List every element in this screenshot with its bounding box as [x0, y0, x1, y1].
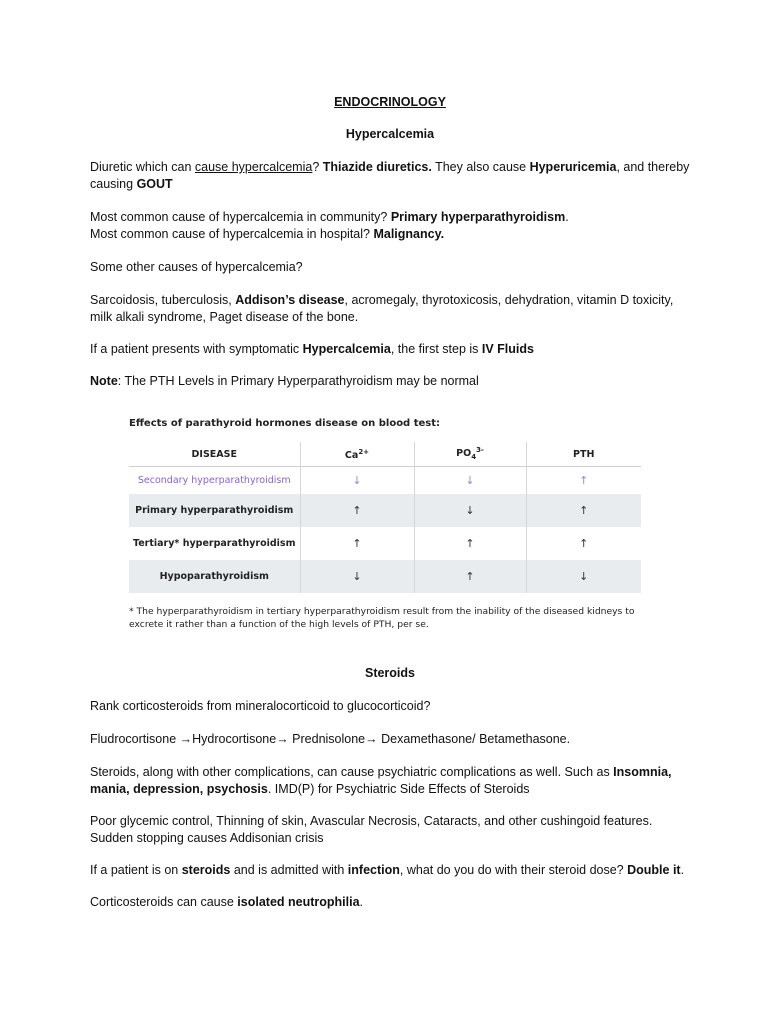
paragraph-other-causes-question: Some other causes of hypercalcemia? [90, 260, 303, 274]
row-pth-arrow: ↓ [579, 569, 589, 583]
row-po-arrow: ↓ [414, 467, 526, 494]
document-body [90, 94, 690, 390]
paragraph-rank-answer: Fludrocortisone →Hydrocortisone→ Prednisolone→ Dexamethasone/ Betamethasone. [90, 732, 571, 746]
paragraph-other-causes: Sarcoidosis, tuberculosis, Addison’s disease, acromegaly, thyrotoxicosis, dehydration, vitamin D toxicity, milk alkali syndrome, Paget disease of the bone. [90, 293, 674, 324]
paragraph-rank-question: Rank corticosteroids from mineralocorticoid to glucocorticoid? [90, 699, 431, 713]
table-row [129, 560, 641, 593]
header-phosphate: $PO_4^{3-}$ [414, 442, 526, 467]
paragraph-infection-dose: If a patient is on steroids and is admitted with infection, what do you do with their steroid dose? Double it. [90, 863, 685, 877]
paragraph-common-hospital: Most common cause of hypercalcemia in hospital? Malignancy. [90, 227, 445, 241]
row-ca-arrow: ↓ [300, 467, 414, 494]
figure-caption: Effects of parathyroid hormones disease on blood test: [129, 418, 440, 429]
row-po-arrow: ↑ [414, 527, 526, 560]
paragraph-first-step: If a patient presents with symptomatic Hypercalcemia, the first step is IV Fluids [90, 342, 534, 356]
row-ca-arrow: ↓ [300, 560, 414, 593]
row-disease: Tertiary* hyperparathyroidism [129, 527, 300, 560]
table-row [129, 527, 641, 560]
document-title: ENDOCRINOLOGY [334, 95, 446, 109]
paragraph-common-community: Most common cause of hypercalcemia in community? Primary hyperparathyroidism. [90, 210, 569, 224]
parathyroid-table [129, 442, 641, 593]
row-pth-arrow: ↑ [579, 503, 589, 517]
row-disease: Primary hyperparathyroidism [129, 494, 300, 527]
row-ca-arrow: ↑ [300, 494, 414, 527]
figure-footnote: * The hyperparathyroidism in tertiary hyperparathyroidism result from the inability of the diseased kidneys to excrete it rather than a function of the high levels of PTH, per se. [129, 606, 635, 630]
table-row [129, 494, 641, 527]
paragraph-psychiatric: Steroids, along with other complications, can cause psychiatric complications as well. Such as Insomnia, mania, depression, psychosis. IMD(P) for Psychiatric Side Effects of Steroids [90, 765, 672, 796]
row-disease: Hypoparathyroidism [129, 560, 300, 593]
row-pth-arrow: ↑ [579, 536, 589, 550]
row-po-arrow: ↓ [414, 494, 526, 527]
cause-hypercalcemia-link[interactable]: cause hypercalcemia [194, 160, 313, 174]
paragraph-neutrophilia: Corticosteroids can cause isolated neutrophilia. [90, 895, 364, 909]
row-ca-arrow: ↑ [300, 527, 414, 560]
row-disease: Secondary hyperparathyroidism [129, 467, 300, 494]
parathyroid-table-figure [125, 408, 647, 644]
row-po-arrow: ↑ [414, 560, 526, 593]
paragraph-thiazide: Diuretic which can cause hypercalcemia? Thiazide diuretics. They also cause Hyperuricemia, and thereby causing GOUT [90, 160, 690, 191]
row-pth-arrow: ↑ [579, 473, 589, 487]
paragraph-note: Note: The PTH Levels in Primary Hyperparathyroidism may be normal [90, 374, 479, 388]
document-body-steroids [90, 665, 690, 911]
section-heading-hypercalcemia: Hypercalcemia [345, 127, 435, 141]
table-header-row [129, 442, 641, 467]
header-calcium: $Ca^{2+}$ [300, 442, 414, 467]
section-heading-steroids: Steroids [364, 666, 415, 680]
table-row [129, 467, 641, 494]
header-pth: PTH [573, 448, 595, 460]
header-disease: DISEASE [129, 442, 300, 467]
paragraph-side-effects: Poor glycemic control, Thinning of skin, Avascular Necrosis, Cataracts, and other cushingoid features. Sudden stopping causes Addisonian crisis [90, 814, 653, 845]
